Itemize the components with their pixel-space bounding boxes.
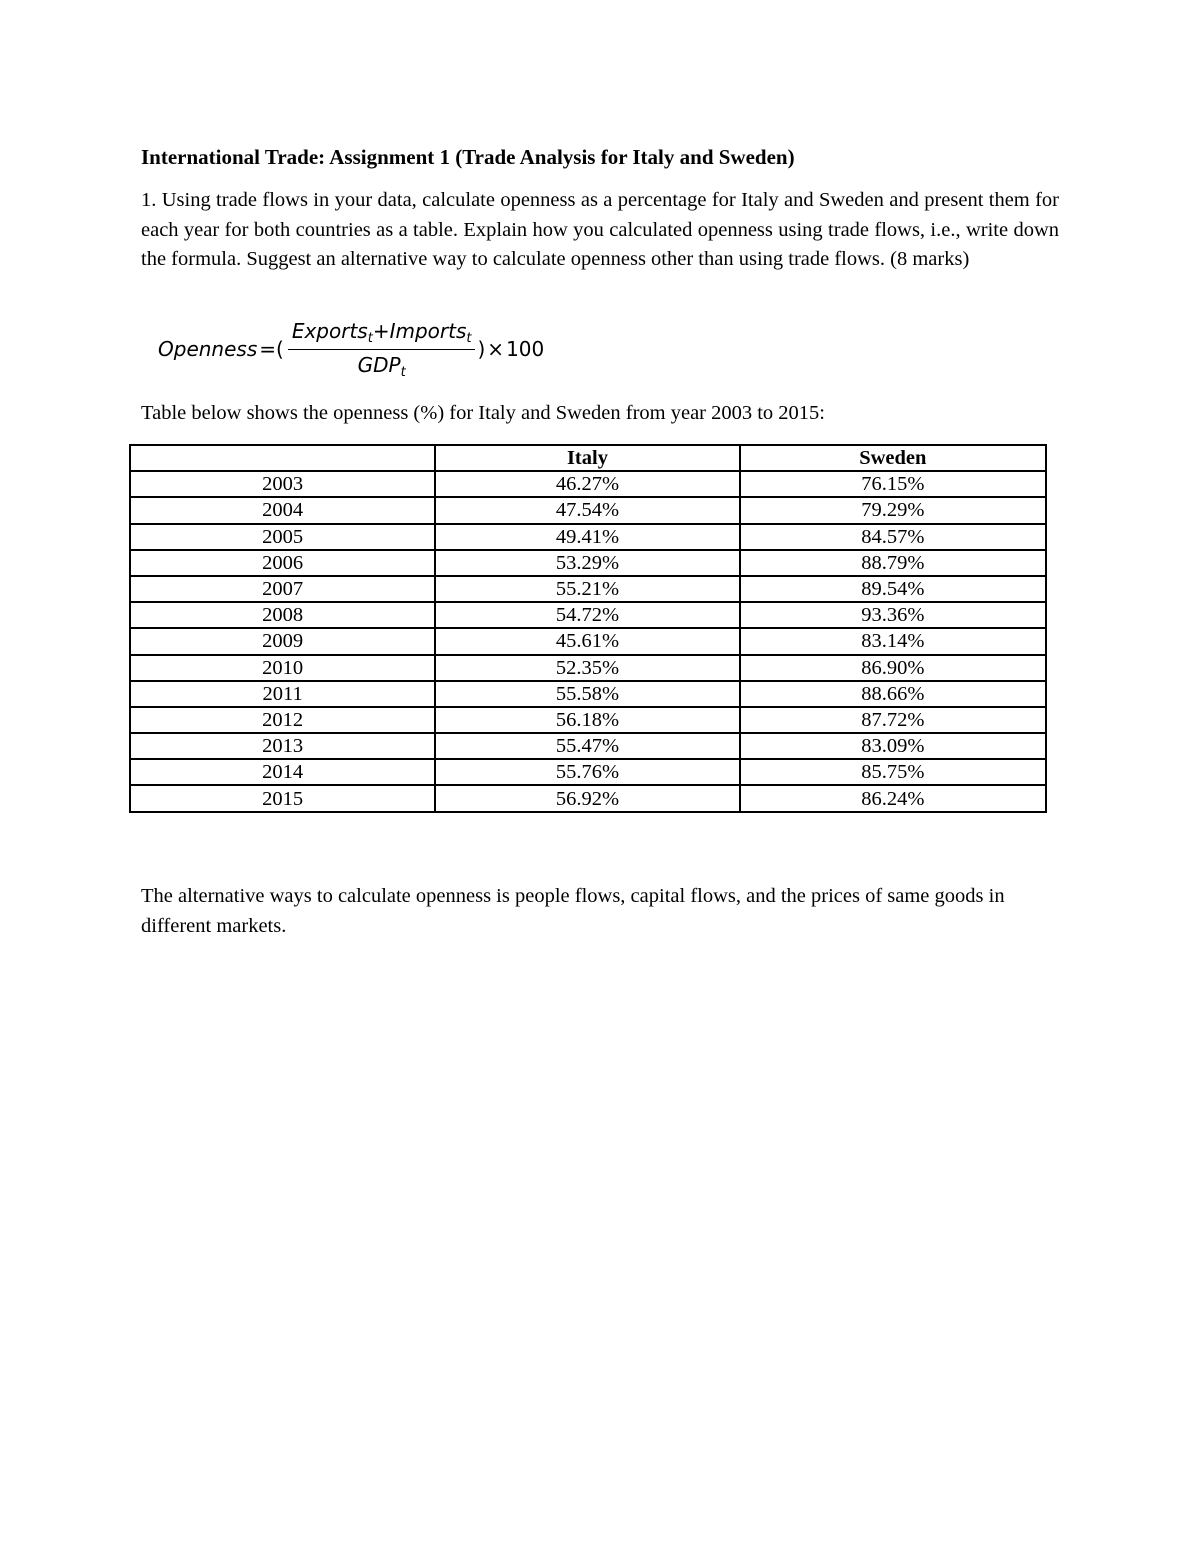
cell-italy: 45.61% [435, 628, 739, 654]
table-row [130, 759, 1046, 785]
cell-year: 2006 [130, 550, 435, 576]
table-row [130, 471, 1046, 497]
table-row [130, 497, 1046, 523]
formula-numerator [288, 319, 476, 350]
cell-year: 2007 [130, 576, 435, 602]
cell-italy: 47.54% [435, 497, 739, 523]
cell-sweden: 79.29% [740, 497, 1046, 523]
formula-lhs: Openness [158, 337, 258, 361]
table-row [130, 681, 1046, 707]
cell-sweden: 84.57% [740, 524, 1046, 550]
conclusion-text: The alternative ways to calculate openness is people flows, capital flows, and the prices of same goods in different markets. [141, 885, 1005, 937]
table-row [130, 628, 1046, 654]
cell-sweden: 88.79% [740, 550, 1046, 576]
cell-year: 2009 [130, 628, 435, 654]
cell-year: 2015 [130, 785, 435, 811]
table-row [130, 602, 1046, 628]
cell-year: 2013 [130, 733, 435, 759]
formula-subscript: t [367, 330, 373, 346]
cell-italy: 56.92% [435, 785, 739, 811]
cell-sweden: 89.54% [740, 576, 1046, 602]
table-header-row [130, 445, 1046, 471]
cell-italy: 46.27% [435, 471, 739, 497]
openness-table [129, 444, 1047, 813]
table-row [130, 785, 1046, 811]
formula-close: ) [477, 337, 486, 361]
cell-italy: 54.72% [435, 602, 739, 628]
cell-italy: 55.76% [435, 759, 739, 785]
cell-year: 2005 [130, 524, 435, 550]
cell-sweden: 88.66% [740, 681, 1046, 707]
cell-italy: 53.29% [435, 550, 739, 576]
header-italy: Italy [435, 445, 739, 471]
cell-sweden: 86.24% [740, 785, 1046, 811]
cell-sweden: 83.14% [740, 628, 1046, 654]
cell-sweden: 86.90% [740, 655, 1046, 681]
formula-subscript: t [466, 330, 472, 346]
formula-imports: Imports [389, 318, 467, 343]
cell-sweden: 87.72% [740, 707, 1046, 733]
cell-sweden: 85.75% [740, 759, 1046, 785]
cell-italy: 56.18% [435, 707, 739, 733]
formula-exports: Exports [291, 318, 368, 343]
table-row [130, 655, 1046, 681]
header-sweden: Sweden [740, 445, 1046, 471]
formula-subscript: t [400, 364, 406, 380]
cell-italy: 55.58% [435, 681, 739, 707]
question-text: 1. Using trade flows in your data, calculate openness as a percentage for Italy and Sweden and present them for each year for both countries as a table. Explain how you calculated openness using trade flows, i.e., write down the formula. Suggest an alternative way to calculate openness other than using trade flows. (8 marks) [141, 189, 1059, 270]
table-intro: Table below shows the openness (%) for Italy and Sweden from year 2003 to 2015: [141, 402, 826, 424]
table-row [130, 576, 1046, 602]
document-title: International Trade: Assignment 1 (Trade Analysis for Italy and Sweden) [141, 145, 795, 169]
cell-year: 2010 [130, 655, 435, 681]
cell-italy: 52.35% [435, 655, 739, 681]
formula-denominator [358, 350, 406, 380]
cell-year: 2004 [130, 497, 435, 523]
formula-fraction [288, 319, 476, 380]
cell-year: 2008 [130, 602, 435, 628]
table-row [130, 524, 1046, 550]
formula-gdp: GDP [357, 352, 401, 377]
cell-sweden: 83.09% [740, 733, 1046, 759]
table-row [130, 550, 1046, 576]
cell-year: 2003 [130, 471, 435, 497]
formula-plus: + [372, 318, 390, 343]
cell-italy: 55.21% [435, 576, 739, 602]
formula-equals: =( [259, 337, 284, 361]
cell-year: 2011 [130, 681, 435, 707]
cell-year: 2012 [130, 707, 435, 733]
header-year [130, 445, 435, 471]
cell-italy: 49.41% [435, 524, 739, 550]
cell-sweden: 76.15% [740, 471, 1046, 497]
table-row [130, 707, 1046, 733]
openness-formula [158, 316, 544, 382]
formula-times: × [487, 337, 505, 361]
cell-sweden: 93.36% [740, 602, 1046, 628]
cell-italy: 55.47% [435, 733, 739, 759]
formula-multiplier: 100 [506, 337, 545, 361]
table-row [130, 733, 1046, 759]
cell-year: 2014 [130, 759, 435, 785]
